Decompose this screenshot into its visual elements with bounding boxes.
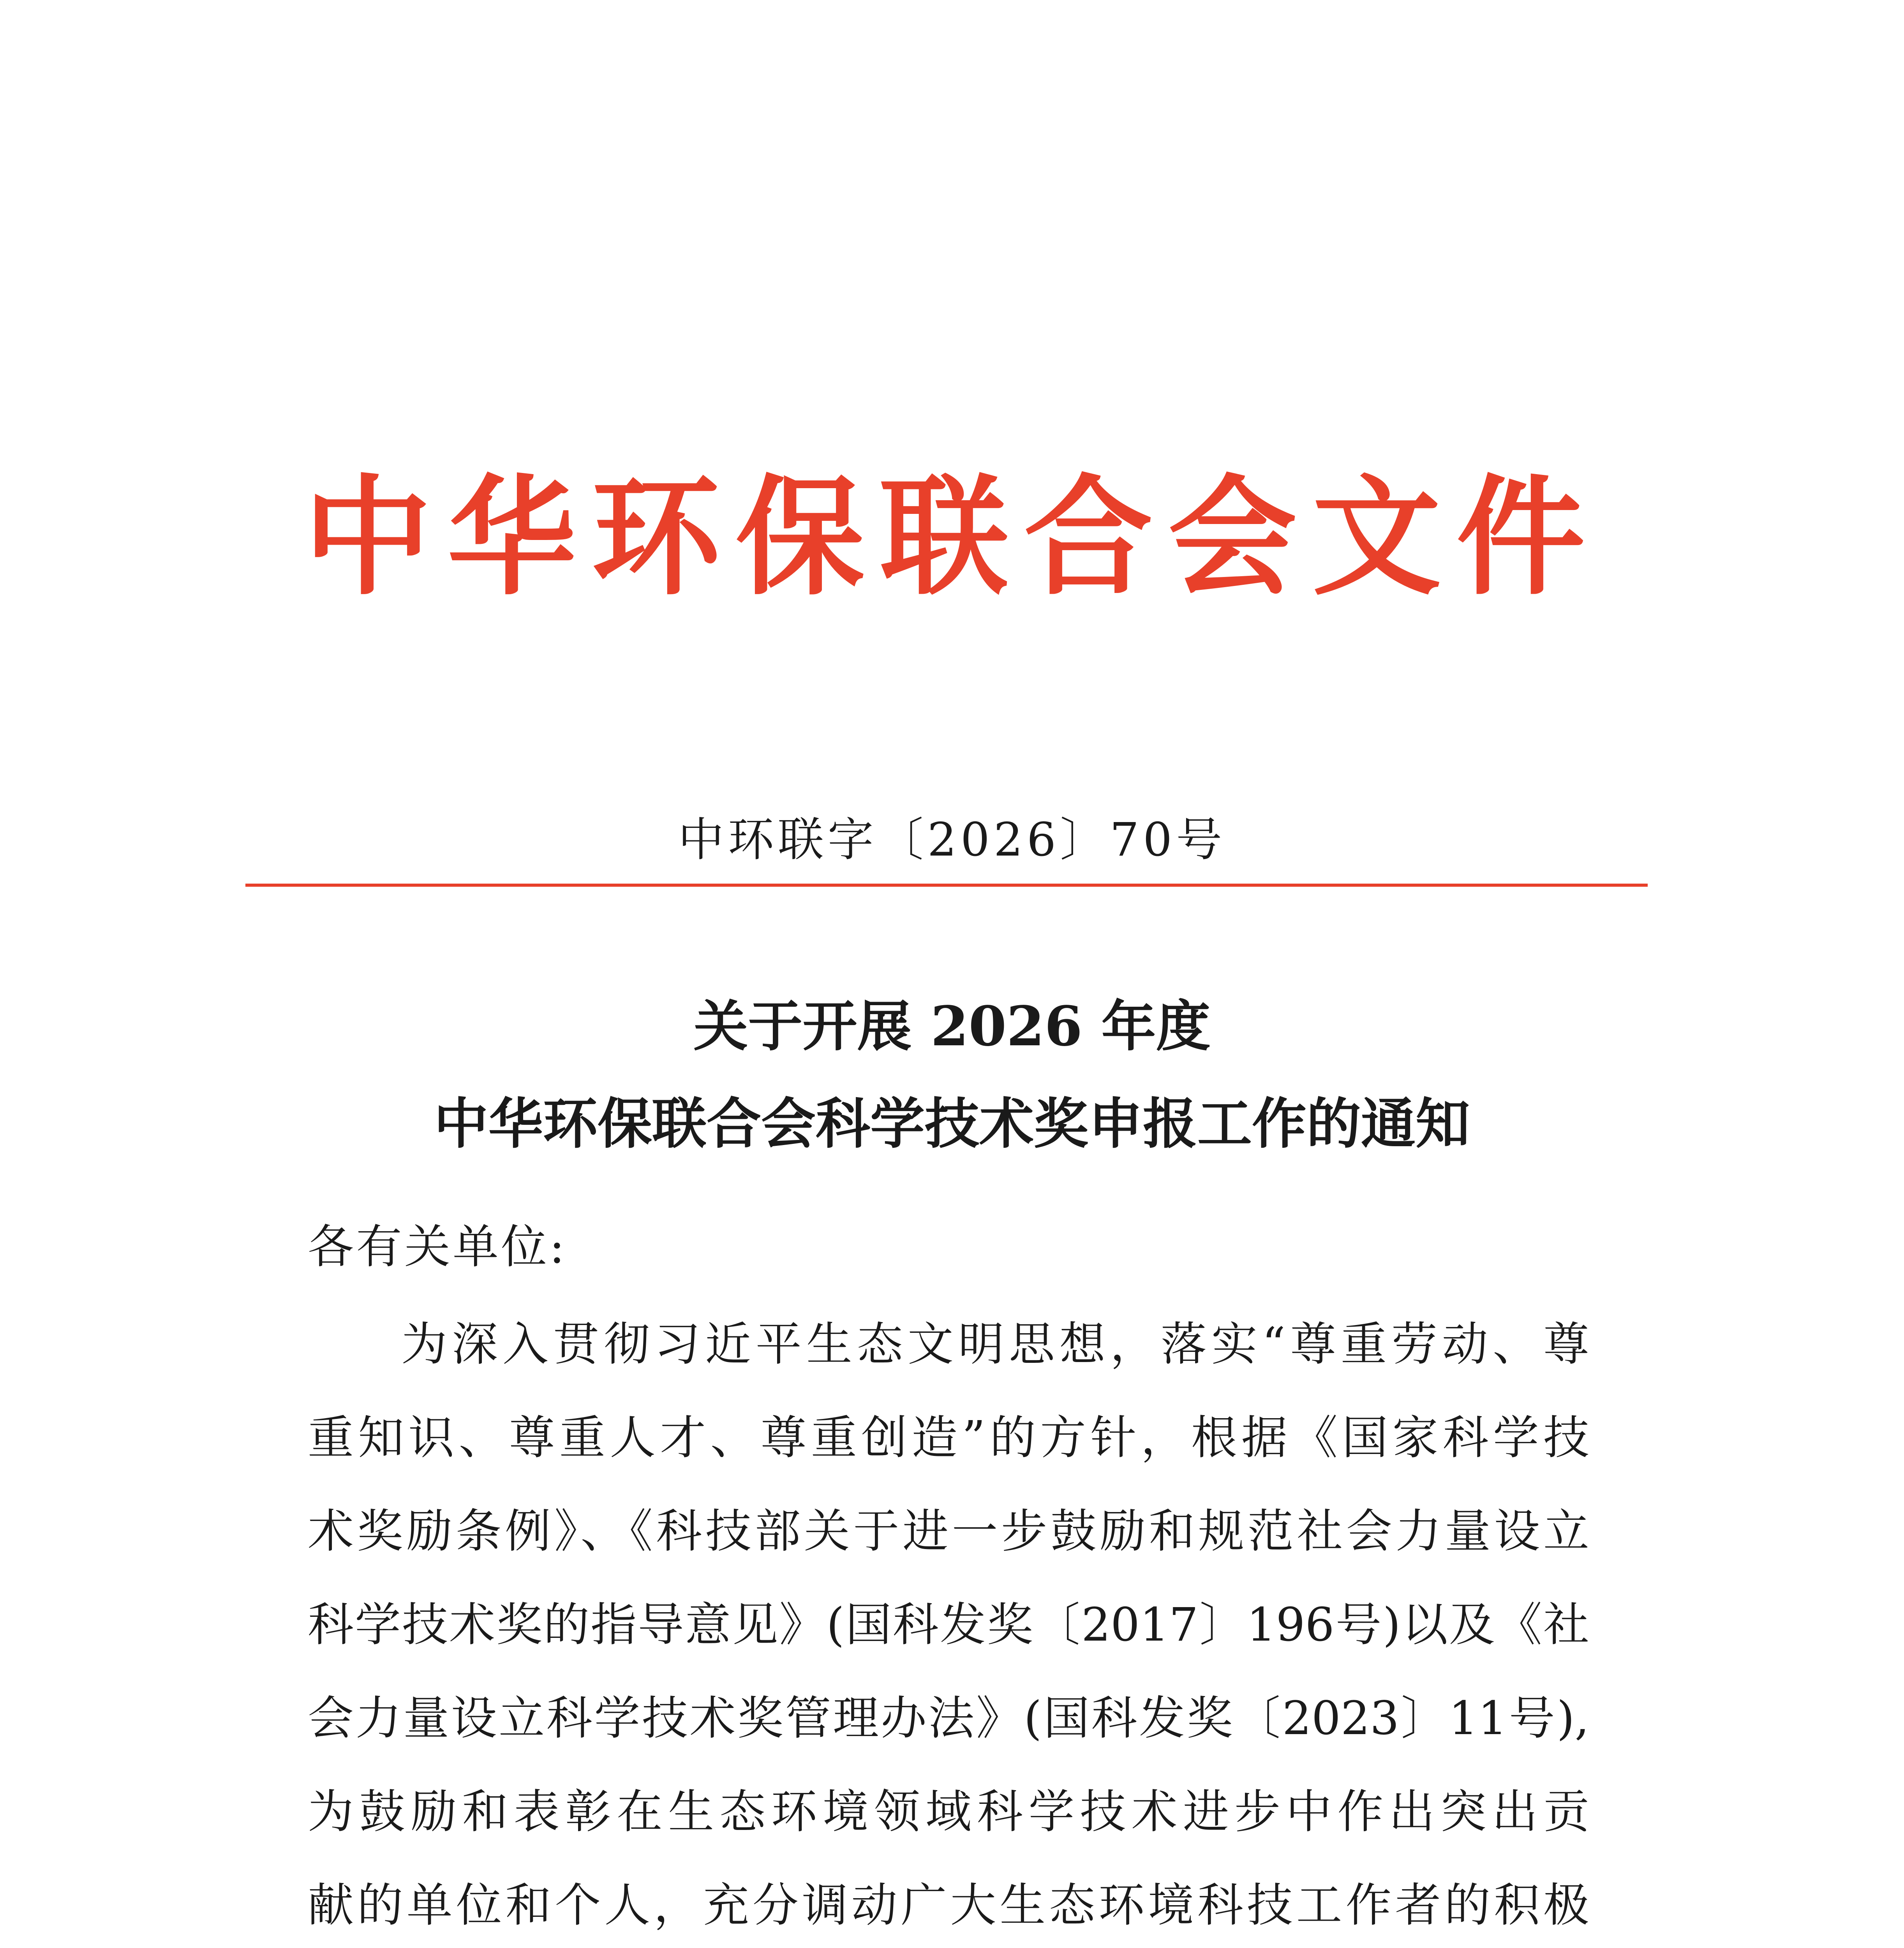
body-line: 为深入贯彻习近平生态文明思想，落实“尊重劳动、尊	[401, 1317, 1589, 1371]
body-line: 重知识、尊重人才、尊重创造”的方针，根据《国家科学技	[308, 1411, 1589, 1465]
body-line: 会力量设立科学技术奖管理办法》(国科发奖〔2023〕11号),	[308, 1691, 1589, 1745]
masthead-title: 中华环保联合会文件	[303, 463, 1601, 612]
body-line: 献的单位和个人，充分调动广大生态环境科技工作者的积极	[308, 1878, 1589, 1932]
header-divider	[245, 884, 1648, 887]
notice-title-line-1: 关于开展 2026 年度	[693, 995, 1211, 1059]
document-number: 中环联字〔2026〕70号	[678, 813, 1226, 866]
notice-title-line-2: 中华环保联合会科学技术奖申报工作的通知	[434, 1092, 1470, 1156]
body-line: 科学技术奖的指导意见》(国科发奖〔2017〕196号)以及《社	[308, 1598, 1589, 1652]
body-line: 术奖励条例》、《科技部关于进一步鼓励和规范社会力量设立	[308, 1504, 1589, 1558]
salutation: 各有关单位:	[308, 1220, 567, 1274]
body-line: 为鼓励和表彰在生态环境领域科学技术进步中作出突出贡	[308, 1785, 1589, 1839]
